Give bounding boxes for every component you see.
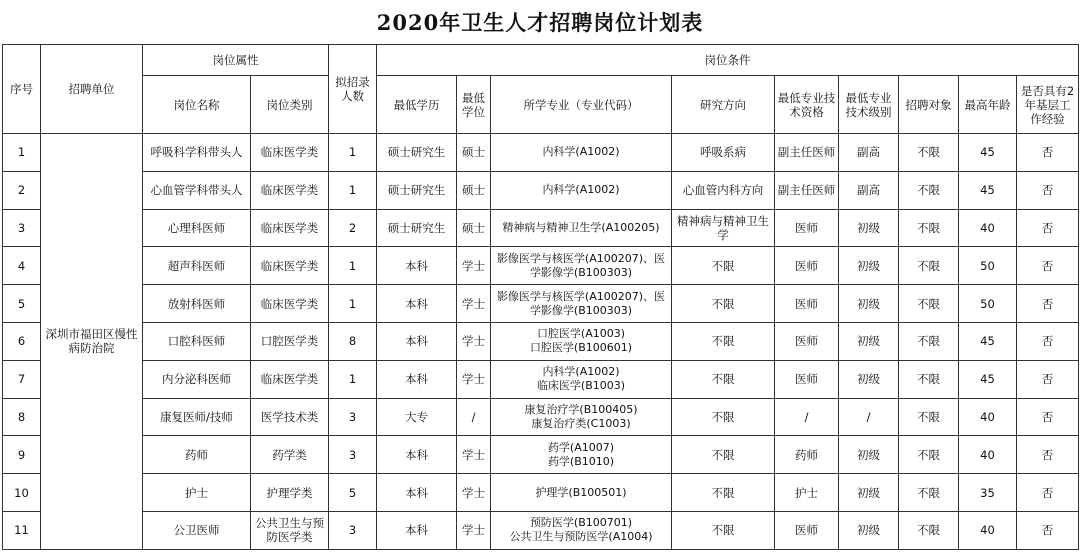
cell-count: 5 (329, 474, 377, 512)
cell-research: 不限 (672, 285, 775, 323)
cell-target: 不限 (899, 474, 959, 512)
cell-position-name: 超声科医师 (143, 247, 251, 285)
cell-target: 不限 (899, 171, 959, 209)
cell-position-name: 康复医师/技师 (143, 398, 251, 436)
header-target: 招聘对象 (899, 76, 959, 134)
header-row-2 (3, 76, 1079, 134)
cell-target: 不限 (899, 209, 959, 247)
cell-degree: 学士 (457, 360, 491, 398)
cell-level: 初级 (839, 474, 899, 512)
header-row-1 (3, 45, 1079, 76)
cell-major: 口腔医学(A1003) 口腔医学(B100601) (491, 322, 672, 360)
cell-count: 1 (329, 134, 377, 172)
cell-level: / (839, 398, 899, 436)
cell-research: 不限 (672, 474, 775, 512)
header-major: 所学专业（专业代码） (491, 76, 672, 134)
cell-age: 50 (959, 247, 1017, 285)
cell-research: 不限 (672, 360, 775, 398)
cell-education: 本科 (377, 436, 457, 474)
cell-position-name: 药师 (143, 436, 251, 474)
cell-level: 初级 (839, 436, 899, 474)
cell-count: 2 (329, 209, 377, 247)
header-category: 岗位类别 (251, 76, 329, 134)
cell-research: 不限 (672, 511, 775, 549)
cell-age: 45 (959, 322, 1017, 360)
cell-category: 临床医学类 (251, 171, 329, 209)
cell-degree: 硕士 (457, 134, 491, 172)
table-row (3, 134, 1079, 172)
cell-position-name: 放射科医师 (143, 285, 251, 323)
header-age: 最高年龄 (959, 76, 1017, 134)
cell-level: 副高 (839, 171, 899, 209)
cell-target: 不限 (899, 436, 959, 474)
cell-qualification: 医师 (775, 511, 839, 549)
table-row (3, 209, 1079, 247)
cell-experience: 否 (1017, 511, 1079, 549)
cell-unit: 深圳市福田区慢性病防治院 (41, 134, 143, 550)
cell-age: 40 (959, 511, 1017, 549)
cell-category: 临床医学类 (251, 360, 329, 398)
cell-research: 心血管内科方向 (672, 171, 775, 209)
cell-position-name: 呼吸科学科带头人 (143, 134, 251, 172)
cell-qualification: 副主任医师 (775, 134, 839, 172)
cell-education: 大专 (377, 398, 457, 436)
cell-education: 本科 (377, 285, 457, 323)
cell-level: 初级 (839, 285, 899, 323)
cell-count: 8 (329, 322, 377, 360)
cell-major: 影像医学与核医学(A100207)、医学影像学(B100303) (491, 285, 672, 323)
header-attr-group: 岗位属性 (143, 45, 329, 76)
cell-seq: 10 (3, 474, 41, 512)
cell-position-name: 护士 (143, 474, 251, 512)
cell-seq: 6 (3, 322, 41, 360)
cell-count: 1 (329, 360, 377, 398)
cell-position-name: 内分泌科医师 (143, 360, 251, 398)
table-row (3, 436, 1079, 474)
cell-research: 精神病与精神卫生学 (672, 209, 775, 247)
page-title: 2020年卫生人才招聘岗位计划表 (376, 10, 704, 35)
cell-target: 不限 (899, 398, 959, 436)
cell-research: 不限 (672, 436, 775, 474)
cell-qualification: 药师 (775, 436, 839, 474)
cell-age: 45 (959, 171, 1017, 209)
cell-major: 内科学(A1002) (491, 134, 672, 172)
header-experience: 是否具有2年基层工作经验 (1017, 76, 1079, 134)
header-level: 最低专业技术级别 (839, 76, 899, 134)
cell-target: 不限 (899, 247, 959, 285)
cell-experience: 否 (1017, 247, 1079, 285)
cell-seq: 5 (3, 285, 41, 323)
cell-major: 内科学(A1002) (491, 171, 672, 209)
cell-seq: 9 (3, 436, 41, 474)
cell-seq: 2 (3, 171, 41, 209)
header-qualification: 最低专业技术资格 (775, 76, 839, 134)
cell-qualification: 医师 (775, 285, 839, 323)
cell-age: 35 (959, 474, 1017, 512)
cell-target: 不限 (899, 134, 959, 172)
cell-degree: / (457, 398, 491, 436)
cell-degree: 学士 (457, 322, 491, 360)
cell-position-name: 心理科医师 (143, 209, 251, 247)
cell-research: 不限 (672, 322, 775, 360)
table-row (3, 360, 1079, 398)
header-research: 研究方向 (672, 76, 775, 134)
cell-age: 40 (959, 209, 1017, 247)
cell-category: 药学类 (251, 436, 329, 474)
cell-experience: 否 (1017, 474, 1079, 512)
cell-level: 副高 (839, 134, 899, 172)
cell-major: 精神病与精神卫生学(A100205) (491, 209, 672, 247)
cell-education: 本科 (377, 322, 457, 360)
cell-qualification: 医师 (775, 360, 839, 398)
cell-seq: 3 (3, 209, 41, 247)
cell-seq: 7 (3, 360, 41, 398)
cell-degree: 硕士 (457, 171, 491, 209)
header-cond-group: 岗位条件 (377, 45, 1079, 76)
table-body (3, 45, 1079, 550)
cell-target: 不限 (899, 360, 959, 398)
cell-experience: 否 (1017, 436, 1079, 474)
cell-major: 影像医学与核医学(A100207)、医学影像学(B100303) (491, 247, 672, 285)
cell-qualification: 医师 (775, 247, 839, 285)
cell-age: 40 (959, 398, 1017, 436)
cell-qualification: 副主任医师 (775, 171, 839, 209)
cell-count: 3 (329, 398, 377, 436)
cell-count: 3 (329, 436, 377, 474)
cell-education: 本科 (377, 511, 457, 549)
cell-education: 硕士研究生 (377, 209, 457, 247)
cell-age: 40 (959, 436, 1017, 474)
cell-degree: 学士 (457, 474, 491, 512)
cell-category: 临床医学类 (251, 247, 329, 285)
table-row (3, 171, 1079, 209)
cell-degree: 硕士 (457, 209, 491, 247)
cell-qualification: 医师 (775, 209, 839, 247)
table-row (3, 285, 1079, 323)
cell-education: 硕士研究生 (377, 134, 457, 172)
cell-experience: 否 (1017, 285, 1079, 323)
cell-major: 护理学(B100501) (491, 474, 672, 512)
table-row (3, 398, 1079, 436)
cell-seq: 11 (3, 511, 41, 549)
cell-experience: 否 (1017, 209, 1079, 247)
table-row (3, 474, 1079, 512)
cell-research: 不限 (672, 247, 775, 285)
cell-major: 药学(A1007) 药学(B1010) (491, 436, 672, 474)
cell-level: 初级 (839, 322, 899, 360)
cell-qualification: / (775, 398, 839, 436)
cell-major: 内科学(A1002) 临床医学(B1003) (491, 360, 672, 398)
cell-degree: 学士 (457, 285, 491, 323)
cell-category: 护理学类 (251, 474, 329, 512)
cell-level: 初级 (839, 511, 899, 549)
table-row (3, 247, 1079, 285)
cell-target: 不限 (899, 511, 959, 549)
cell-category: 临床医学类 (251, 134, 329, 172)
cell-experience: 否 (1017, 360, 1079, 398)
cell-education: 本科 (377, 474, 457, 512)
cell-level: 初级 (839, 360, 899, 398)
table-row (3, 511, 1079, 549)
cell-seq: 1 (3, 134, 41, 172)
cell-position-name: 口腔科医师 (143, 322, 251, 360)
cell-target: 不限 (899, 285, 959, 323)
cell-target: 不限 (899, 322, 959, 360)
cell-degree: 学士 (457, 511, 491, 549)
cell-position-name: 心血管学科带头人 (143, 171, 251, 209)
cell-education: 硕士研究生 (377, 171, 457, 209)
cell-education: 本科 (377, 247, 457, 285)
cell-experience: 否 (1017, 322, 1079, 360)
cell-count: 3 (329, 511, 377, 549)
cell-category: 口腔医学类 (251, 322, 329, 360)
cell-count: 1 (329, 171, 377, 209)
header-count: 拟招录人数 (329, 45, 377, 134)
cell-age: 50 (959, 285, 1017, 323)
cell-experience: 否 (1017, 134, 1079, 172)
cell-category: 临床医学类 (251, 209, 329, 247)
cell-degree: 学士 (457, 247, 491, 285)
cell-seq: 4 (3, 247, 41, 285)
cell-experience: 否 (1017, 171, 1079, 209)
cell-age: 45 (959, 360, 1017, 398)
recruitment-table (2, 44, 1079, 550)
header-name: 岗位名称 (143, 76, 251, 134)
cell-category: 医学技术类 (251, 398, 329, 436)
cell-major: 预防医学(B100701) 公共卫生与预防医学(A1004) (491, 511, 672, 549)
cell-age: 45 (959, 134, 1017, 172)
cell-category: 公共卫生与预防医学类 (251, 511, 329, 549)
cell-category: 临床医学类 (251, 285, 329, 323)
header-degree: 最低学位 (457, 76, 491, 134)
cell-count: 1 (329, 247, 377, 285)
cell-level: 初级 (839, 209, 899, 247)
cell-count: 1 (329, 285, 377, 323)
cell-seq: 8 (3, 398, 41, 436)
header-education: 最低学历 (377, 76, 457, 134)
cell-education: 本科 (377, 360, 457, 398)
cell-position-name: 公卫医师 (143, 511, 251, 549)
table-row (3, 322, 1079, 360)
cell-major: 康复治疗学(B100405) 康复治疗类(C1003) (491, 398, 672, 436)
cell-research: 呼吸系病 (672, 134, 775, 172)
cell-experience: 否 (1017, 398, 1079, 436)
cell-qualification: 护士 (775, 474, 839, 512)
cell-level: 初级 (839, 247, 899, 285)
cell-research: 不限 (672, 398, 775, 436)
header-unit: 招聘单位 (41, 45, 143, 134)
cell-qualification: 医师 (775, 322, 839, 360)
cell-degree: 学士 (457, 436, 491, 474)
header-seq: 序号 (3, 45, 41, 134)
